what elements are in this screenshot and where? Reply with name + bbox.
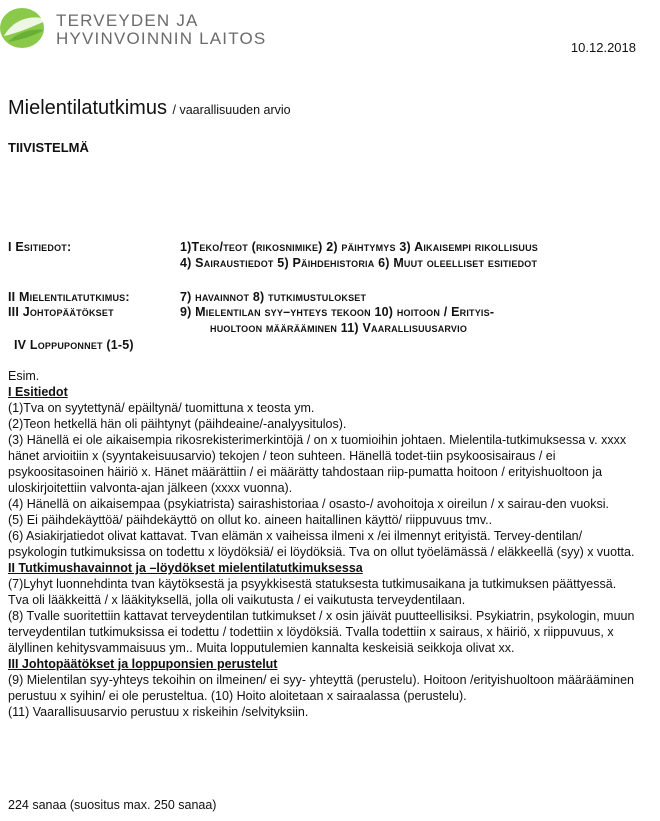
document-body: [8, 368, 640, 720]
paragraph-8: (8) Tvalle suoritettiin kattavat terveydentilan tutkimukset / x osin jäivät puutteellisiksi. Psykiatrin, psykologin, muun terveydentilan tutkimuksissa ei todettu / todettiin x löydöksiä. Tvalla todettiin x sairaus, x häiriö, x riippuvuus, x älyllinen kehitysvammaisuus ym.. Muita lopputulemien kannalta keskeisiä seikkoja olivat xx.: [8, 609, 635, 655]
toc-items-3b: huoltoon määrääminen 11) Vaarallisuusarvio: [210, 321, 468, 335]
paragraph-5: (5) Ei päihdekäyttöä/ päihdekäyttö on ollut ko. aineen haitallinen käyttö/ riippuvuus tmv..: [8, 513, 493, 527]
thl-logo: [0, 6, 52, 50]
toc-label-1: I Esitiedot:: [8, 240, 72, 254]
paragraph-7: (7)Lyhyt luonnehdinta tvan käytöksestä ja psyykkisestä statuksesta tutkimusaikana ja tutkimuksen päättyessä. Tva oli lääkkeittä / x lääkityksellä, jolla oli vaikutusta / ei vaikutusta terveydentilaan.: [8, 577, 617, 607]
section-3-heading: III Johtopäätökset ja loppuponsien perustelut: [8, 657, 278, 671]
toc-items-3a: 9) Mielentilan syy–yhteys tekoon 10) hoitoon / Erityis-: [180, 305, 495, 319]
paragraph-3: (3) Hänellä ei ole aikaisempia rikosrekisterimerkintöjä / on x tuomioihin johtaen. Mielentila-tutkimuksessa v. xxxx hänet arvioitiin x (syyntakeisuusarvio) tekojen / teon suhteen. Hänellä todet-tiin psykoosisairaus / ei psykoositasoinen häiriö x. Hänet määrättiin / ei määrätty tahdostaan riip-pumatta hoitoon / erityishuoltoon ja uloskirjoitettiin valvonta-ajan jälkeen (xxxx vuonna).: [8, 433, 627, 495]
toc-label-2: II Mielentilatutkimus:: [8, 290, 130, 304]
paragraph-9: (9) Mielentilan syy-yhteys tekoihin on ilmeinen/ ei syy- yhteyttä (perustelu). Hoitoon /erityishuoltoon määrääminen perustuu x syihin/ ei ole perusteltua. (10) Hoito aloitetaan x sairaalassa (perustelu).: [8, 673, 634, 703]
title-main: Mielentilatutkimus: [8, 97, 167, 119]
page-title: [8, 97, 291, 120]
logo-line-2: HYVINVOINNIN LAITOS: [56, 29, 267, 48]
paragraph-2: (2)Teon hetkellä hän oli päihtynyt (päihdeaine/-analyysitulos).: [8, 417, 347, 431]
example-label: Esim.: [8, 369, 40, 383]
paragraph-11: (11) Vaarallisuusarvio perustuu x riskeihin /selvityksiin.: [8, 705, 309, 719]
paragraph-6: (6) Asiakirjatiedot olivat kattavat. Tvan elämän x vaiheissa ilmeni x /ei ilmennyt erityistä. Tervey-dentilan/ psykologin tutkimuksissa on todettu x löydöksiä/ ei löydöksiä. Tva on ollut työelämässä / eläkkeellä (syy) x vuotta.: [8, 529, 635, 559]
section-1-heading: I Esitiedot: [8, 385, 68, 399]
toc-label-4: IV Loppuponnet (1-5): [14, 338, 134, 352]
toc-items-2: 7) havainnot 8) tutkimustulokset: [180, 290, 367, 304]
paragraph-1: (1)Tva on syytettynä/ epäiltynä/ tuomittuna x teosta ym.: [8, 401, 315, 415]
title-sub: / vaarallisuuden arvio: [172, 103, 291, 117]
word-count: 224 sanaa (suositus max. 250 sanaa): [8, 798, 217, 812]
section-2-heading: II Tutkimushavainnot ja –löydökset mielentilatutkimuksessa: [8, 561, 363, 575]
document-date: 10.12.2018: [570, 40, 636, 55]
paragraph-4: (4) Hänellä on aikaisempaa (psykiatrista) sairashistoriaa / osasto-/ avohoitoja x oireilun / x sairau-den vuoksi.: [8, 497, 609, 511]
toc-items-1a: 1)Teko/teot (rikosnimike) 2) päihtymys 3) Aikaisempi rikollisuus: [180, 240, 538, 254]
logo-line-1: TERVEYDEN JA: [56, 11, 199, 30]
toc-label-3: III Johtopäätökset: [8, 305, 114, 319]
logo-wordmark: [56, 12, 266, 48]
toc-items-1b: 4) Sairaustiedot 5) Päihdehistoria 6) Muut oleelliset esitiedot: [180, 256, 538, 270]
leaf-logo-icon: [0, 6, 52, 50]
summary-heading: TIIVISTELMÄ: [8, 140, 89, 155]
